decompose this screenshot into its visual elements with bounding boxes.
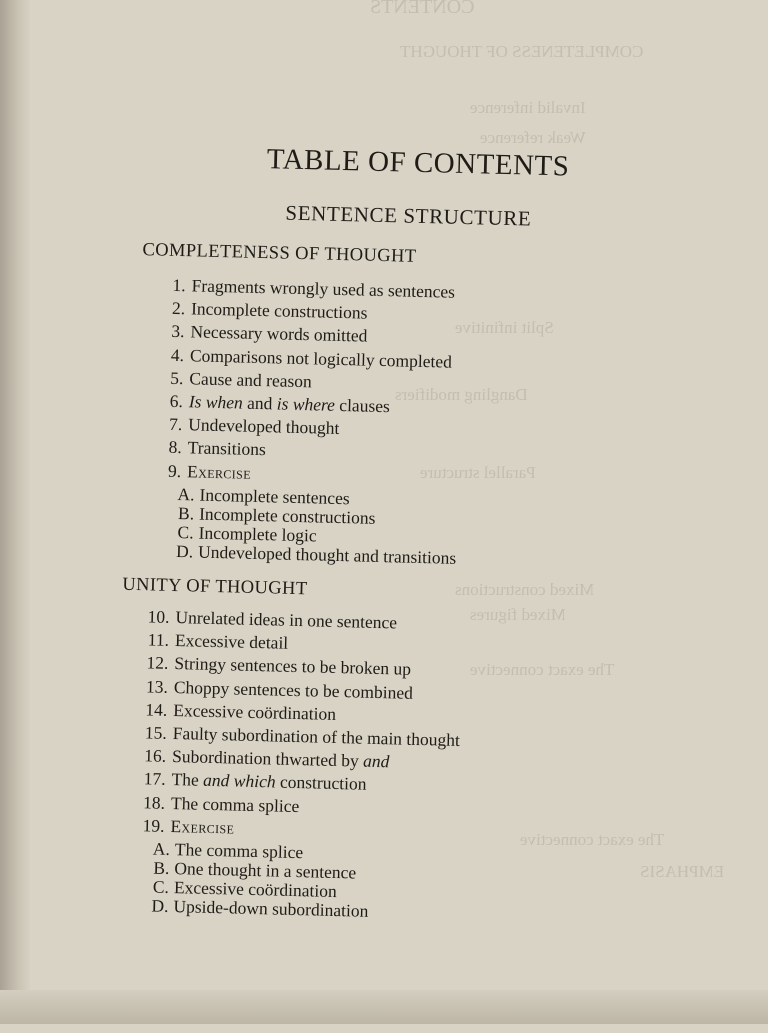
entry-title bbox=[188, 414, 340, 438]
exercise-sublist bbox=[146, 838, 457, 922]
entry-number: 10. bbox=[147, 606, 170, 627]
section-heading-unity: UNITY OF THOUGHT bbox=[122, 574, 308, 600]
entry-title bbox=[172, 746, 390, 771]
show-through-text: Parallel structure bbox=[420, 463, 536, 482]
entry-text: Excessive detail bbox=[174, 630, 289, 653]
entry-number: 9. bbox=[167, 460, 182, 481]
exercise-text: Undeveloped thought and transitions bbox=[197, 541, 457, 569]
show-through-text: Split infinitive bbox=[455, 318, 554, 337]
section-heading-completeness: COMPLETENESS OF THOUGHT bbox=[142, 240, 417, 267]
entry-text: The comma splice bbox=[170, 792, 300, 816]
entry-title bbox=[175, 630, 289, 653]
exercise-letter: B. bbox=[153, 857, 170, 879]
entry-number: 7. bbox=[168, 413, 183, 435]
entry-text: Incomplete constructions bbox=[190, 298, 368, 323]
entry-text: Excessive coördination bbox=[173, 699, 337, 724]
entry-number: 5. bbox=[170, 367, 184, 388]
entry-text: Transitions bbox=[187, 437, 267, 460]
page-bottom-edge bbox=[0, 990, 768, 1024]
page-title: TABLE OF CONTENTS bbox=[266, 143, 570, 183]
entry-title bbox=[191, 299, 368, 323]
unity-list bbox=[140, 606, 463, 922]
entry-title bbox=[175, 607, 397, 632]
entry-number: 19. bbox=[142, 814, 165, 836]
entry-text: Faulty subordination of the main thought bbox=[172, 722, 461, 750]
entry-number: 1. bbox=[172, 274, 186, 296]
entry-text: and which bbox=[202, 770, 276, 792]
show-through-text: The exact connective bbox=[520, 830, 665, 849]
entry-number: 8. bbox=[168, 437, 182, 458]
entry-number: 3. bbox=[171, 321, 185, 342]
show-through-text: CONTENTS bbox=[370, 0, 475, 18]
entry-number: 11. bbox=[147, 629, 170, 651]
entry-title bbox=[191, 275, 455, 301]
entry-title bbox=[171, 769, 366, 794]
show-through-text: Weak reference bbox=[480, 128, 586, 147]
entry-number: 2. bbox=[171, 298, 186, 319]
completeness-list bbox=[157, 275, 463, 568]
show-through-text: The exact connective bbox=[470, 660, 615, 679]
entry-text: Cause and reason bbox=[189, 368, 313, 392]
entry-number: 13. bbox=[145, 675, 169, 697]
entry-title bbox=[173, 700, 336, 724]
exercise-text: The comma splice bbox=[174, 838, 304, 863]
entry-number: 17. bbox=[143, 768, 166, 790]
show-through-text: Mixed constructions bbox=[455, 580, 595, 599]
entry-text: Exercise bbox=[170, 815, 235, 838]
exercise-text: Incomplete logic bbox=[198, 522, 317, 546]
entry-title bbox=[189, 391, 391, 416]
entry-text: Fragments wrongly used as sentences bbox=[191, 275, 456, 302]
entry-text: Choppy sentences to be combined bbox=[173, 676, 414, 703]
entry-text: construction bbox=[275, 771, 367, 795]
entry-number: 12. bbox=[146, 652, 169, 674]
exercise-text: One thought in a sentence bbox=[174, 858, 357, 883]
part-heading: SENTENCE STRUCTURE bbox=[285, 200, 532, 231]
entry-text: Stringy sentences to be broken up bbox=[174, 653, 412, 680]
entry-number: 18. bbox=[142, 791, 166, 813]
entry-text: Necessary words omitted bbox=[190, 321, 368, 347]
entry-number: 15. bbox=[144, 722, 167, 743]
entry-title bbox=[190, 322, 367, 346]
entry-text: Is when bbox=[188, 391, 244, 413]
exercise-text: Incomplete constructions bbox=[198, 503, 376, 528]
entry-number: 16. bbox=[144, 745, 167, 766]
entry-text: is where bbox=[276, 393, 336, 415]
exercise-letter: C. bbox=[177, 522, 194, 543]
show-through-text: COMPLETENESS OF THOUGHT bbox=[400, 42, 644, 61]
exercise-text: Incomplete sentences bbox=[199, 484, 350, 508]
exercise-text: Upside-down subordination bbox=[173, 896, 369, 922]
entry-text: The bbox=[171, 769, 204, 791]
show-through-text: EMPHASIS bbox=[640, 862, 725, 881]
exercise-letter: D. bbox=[175, 541, 194, 562]
entry-title bbox=[170, 816, 234, 838]
show-through-text: Invalid inference bbox=[470, 98, 586, 117]
entry-text: Comparisons not logically completed bbox=[189, 344, 453, 372]
entry-number: 4. bbox=[170, 344, 185, 365]
entry-title bbox=[189, 368, 312, 391]
entry-title bbox=[187, 438, 266, 460]
exercise-letter: A. bbox=[177, 483, 195, 505]
entry-text: Subordination thwarted by bbox=[171, 746, 364, 771]
entry-text: Exercise bbox=[186, 460, 252, 483]
show-through-text: Dangling modifiers bbox=[395, 385, 528, 404]
entry-text: Undeveloped thought bbox=[188, 414, 340, 439]
exercise-letter: D. bbox=[151, 895, 169, 917]
exercise-letter: A. bbox=[152, 838, 171, 859]
entry-title bbox=[187, 461, 251, 483]
exercise-sublist bbox=[171, 484, 458, 568]
exercise-letter: C. bbox=[152, 876, 170, 898]
exercise-text: Excessive coördination bbox=[173, 877, 337, 902]
entry-number: 6. bbox=[169, 390, 184, 412]
entry-number: 14. bbox=[145, 699, 168, 720]
entry-text: clauses bbox=[334, 394, 391, 417]
entry-title bbox=[171, 792, 300, 815]
entry-text: and bbox=[362, 750, 390, 772]
entry-text: Unrelated ideas in one sentence bbox=[175, 607, 398, 633]
show-through-text: Mixed figures bbox=[470, 605, 566, 624]
entry-text: and bbox=[242, 392, 278, 414]
exercise-letter: B. bbox=[177, 502, 195, 524]
